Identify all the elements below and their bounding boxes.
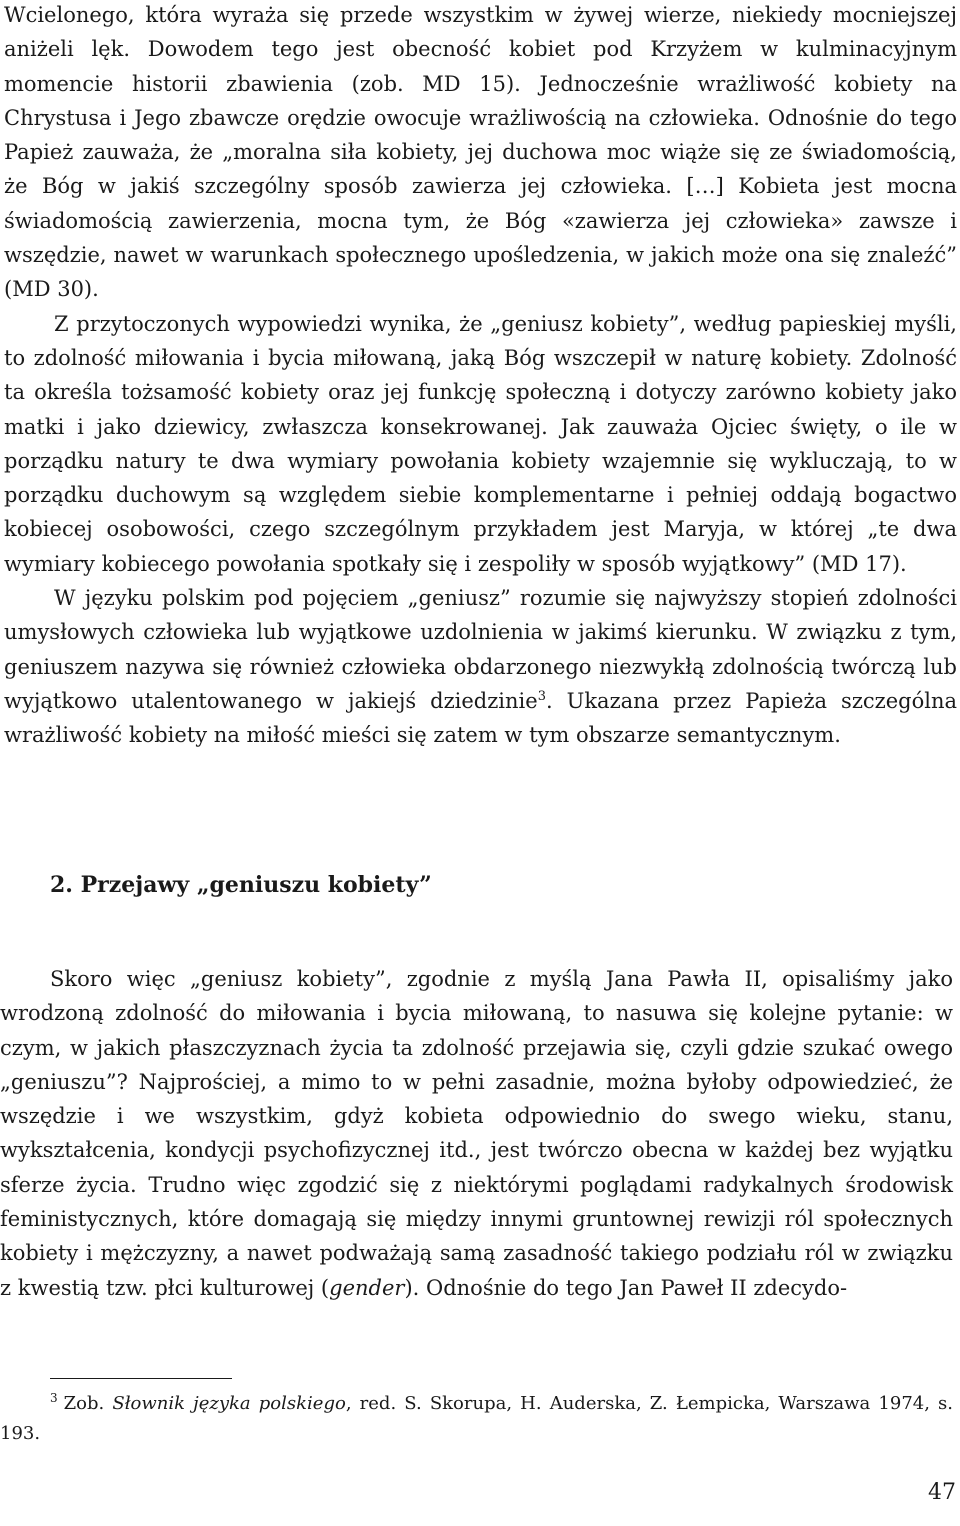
body-paragraph-1: Wcielonego, która wyraża się przede wszystkim w żywej wierze, niekiedy mocniejszej aniżeli lęk. Dowodem tego jest obecność kobiet pod Krzyżem w kulminacyjnym momencie historii zbawienia (zob. MD 15). Jednocześnie wrażliwość kobiety na Chrystusa i Jego zbawcze orędzie owocuje wrażliwością na człowieka. Odnośnie do tego Papież zauważa, że „moralna siła kobiety, jej duchowa moc wiąże się ze świadomością, że Bóg w jakiś szczególny sposób zawierza jej człowieka. […] Kobieta jest mocna świadomością zawierzenia, mocna tym, że Bóg «zawierza jej człowieka» zawsze i wszędzie, nawet w warunkach społecznego upośledzenia, w jakich może ona się znaleźć” (MD 30). bbox=[4, 3, 957, 302]
footnote-divider bbox=[50, 1378, 232, 1379]
footnote-number: 3 bbox=[50, 1391, 58, 1405]
page-number: 47 bbox=[928, 1480, 956, 1505]
section-paragraph-1 bbox=[0, 962, 953, 1305]
footnote-reference: 3 bbox=[537, 688, 546, 704]
body-paragraph-2: Z przytoczonych wypowiedzi wynika, że „geniusz kobiety”, według papieskiej myśli, to zdolność miłowania i bycia miłowaną, jaką Bóg wszczepił w naturę kobiety. Zdolność ta określa tożsamość kobiety oraz jej funkcję społeczną i dotyczy zarówno kobiety jako matki i jako dziewicy, zwłaszcza konsekrowanej. Jak zauważa Ojciec święty, o ile w porządku natury te dwa wymiary powołania kobiety wzajemnie się wykluczają, to w porządku duchowym są względem siebie komplementarne i pełniej oddają bogactwo kobiecej osobowości, czego szczególnym przykładem jest Maryja, w której „te dwa wymiary kobiecego powołania spotkały się i zespoliły w sposób wyjątkowy” (MD 17). bbox=[4, 311, 957, 576]
footnote-title: Słownik języka polskiego bbox=[112, 1393, 346, 1414]
footnote bbox=[0, 1389, 953, 1449]
footnote-prefix: Zob. bbox=[63, 1393, 113, 1414]
body-paragraph-3 bbox=[4, 581, 957, 752]
section-heading: 2. Przejawy „geniuszu kobiety” bbox=[50, 872, 432, 898]
section-paragraph-1-end: ). Odnośnie do tego Jan Paweł II zdecydo- bbox=[404, 1275, 848, 1300]
section-paragraph-1-text: Skoro więc „geniusz kobiety”, zgodnie z myślą Jana Pawła II, opisaliśmy jako wrodzoną zdolność do miłowania i bycia miłowaną, to nasuwa się kolejne pytanie: w czym, w jakich płaszczyznach życia ta zdolność przejawia się, czyli gdzie szukać owego „geniuszu”? Najprościej, a mimo to w pełni zasadnie, można byłoby odpowiedzieć, że wszędzie i we wszystkim, gdyż kobieta odpowiednio do swego wieku, stanu, wykształcenia, kondycji psychofizycznej itd., jest twórczo obecna w każdej bez wyjątku sferze życia. Trudno więc zgodzić się z niektórymi poglądami radykalnych środowisk feministycznych, które domagają się między innymi gruntownej rewizji ról społecznych kobiety i mężczyzny, a nawet podważają samą zasadność takiego podziału ról w związku z kwestią tzw. płci kulturowej ( bbox=[0, 967, 953, 1300]
body-paragraph-3-end: . Ukazana przez Papieża szczególna wrażliwość kobiety na miłość mieści się zatem w tym obszarze semantycznym. bbox=[4, 688, 957, 748]
section-body bbox=[0, 962, 953, 1305]
page bbox=[4, 0, 957, 753]
italic-term: gender bbox=[329, 1275, 405, 1300]
footnote-rest: , red. S. Skorupa, H. Auderska, Z. Łempicka, Warszawa 1974, s. 193. bbox=[0, 1393, 954, 1444]
body-paragraph-3-text: W języku polskim pod pojęciem „geniusz” rozumie się najwyższy stopień zdolności umysłowych człowieka lub wyjątkowe uzdolnienia w jakimś kierunku. W związku z tym, geniuszem nazywa się również człowieka obdarzonego niezwykłą zdolnością twórczą lub wyjątkowo utalentowanego w jakiejś dziedzinie bbox=[4, 586, 957, 713]
